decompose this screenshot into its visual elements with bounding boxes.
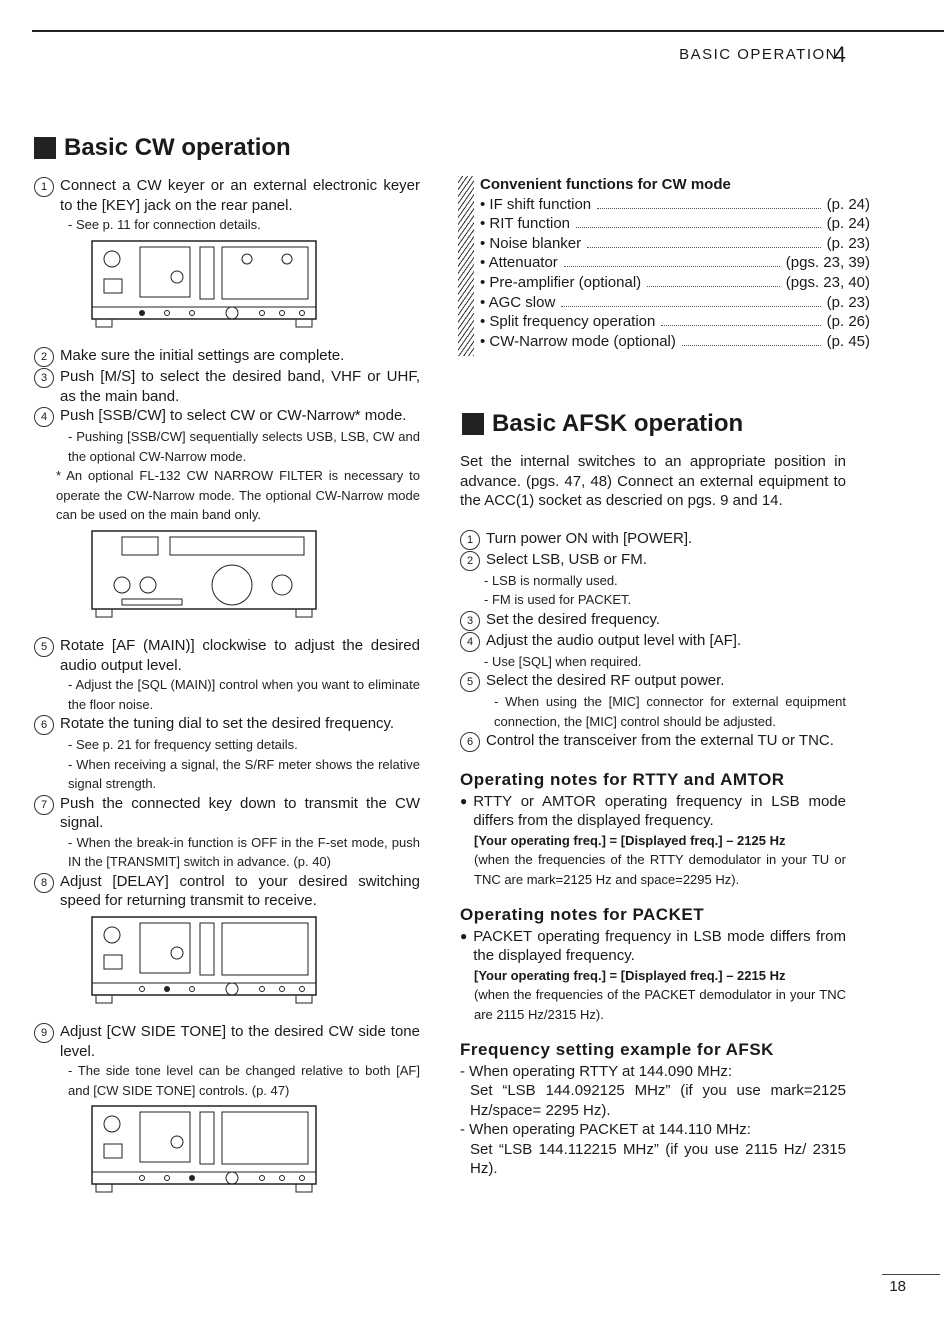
afsk-intro: Set the internal switches to an appropriate position in advance. (pgs. 47, 48) Connect an external equipment to the ACC(1) socket as descried on pgs. 9 and 14. [460,453,846,509]
example-line: - When operating PACKET at 144.110 MHz: [460,1121,751,1138]
page-number: 18 [889,1278,906,1295]
afsk-step-5: 5 Select the desired RF output power. [460,671,846,692]
cw-step-5-note: - Adjust the [SQL (MAIN)] control when you want to eliminate the floor noise. [68,677,420,712]
afsk-step-1: 1 Turn power ON with [POWER]. [460,529,846,550]
afsk-step-2: 2 Select LSB, USB or FM. [460,550,846,571]
bullet-icon: ● [460,928,468,943]
running-head: BASIC OPERATION [679,46,838,63]
cw-step-9-note: - The side tone level can be changed relative to both [AF] and [CW SIDE TONE] controls. (p. 47) [68,1063,420,1098]
convenient-item: • CW-Narrow mode (optional) (p. 45) [480,332,870,350]
rear-panel-illustration [82,239,420,337]
rtty-formula: [Your operating freq.] = [Displayed freq.] – 2125 Hz [474,832,786,848]
cw-step-3: 3 Push [M/S] to select the desired band, VHF or UHF, as the main band. [34,367,420,406]
cw-step-8: 8 Adjust [DELAY] control to your desired switching speed for returning transmit to receive. [34,872,420,911]
page-number-rule [882,1274,940,1275]
convenient-item: • AGC slow (p. 23) [480,293,870,311]
cw-step-1-note: - See p. 11 for connection details. [68,217,261,232]
convenient-functions-box [458,175,870,351]
cw-step-7: 7 Push the connected key down to transmit the CW signal. [34,794,420,833]
cw-step-6-note-2: - When receiving a signal, the S/RF meter shows the relative signal strength. [68,756,420,791]
cw-step-7-note: - When the break-in function is OFF in the F-set mode, push IN the [TRANSMIT] switch in advance. (p. 40) [68,834,420,869]
cw-steps [34,176,420,1202]
convenient-item: • Attenuator (pgs. 23, 39) [480,254,870,272]
convenient-functions-title: Convenient functions for CW mode [480,176,731,193]
cw-step-5: 5 Rotate [AF (MAIN)] clockwise to adjust the desired audio output level. [34,636,420,675]
cw-step-2: 2 Make sure the initial settings are complete. [34,346,420,367]
transceiver-rear-figure-3 [82,1104,322,1196]
transceiver-rear-figure-2 [82,915,322,1007]
cw-step-6: 6 Rotate the tuning dial to set the desired frequency. [34,714,420,735]
afsk-section-title: Basic AFSK operation [462,410,743,438]
transceiver-rear-figure-1 [82,239,322,331]
afsk-step-6: 6 Control the transceiver from the external TU or TNC. [460,731,846,752]
cw-step-4: 4 Push [SSB/CW] to select CW or CW-Narrow* mode. [34,406,420,427]
afsk-step-3: 3 Set the desired frequency. [460,610,846,631]
afsk-step-4: 4 Adjust the audio output level with [AF]. [460,631,846,652]
example-line: Set “LSB 144.112215 MHz” (if you use 2115 Hz/ 2315 Hz). [470,1140,846,1177]
cw-step-9: 9 Adjust [CW SIDE TONE] to the desired CW side tone level. [34,1022,420,1061]
rtty-bullet: ● RTTY or AMTOR operating frequency in LSB mode differs from the displayed frequency. [460,792,846,829]
top-rule [32,30,944,32]
example-line: Set “LSB 144.092125 MHz” (if you use mark=2125 Hz/space= 2295 Hz). [470,1082,846,1119]
rtty-notes-title: Operating notes for RTTY and AMTOR [460,770,785,789]
front-panel-illustration [82,529,420,627]
rear-panel-illustration-3 [82,1104,420,1202]
chapter-number: 4 [833,42,846,67]
convenient-item: • Split frequency operation (p. 26) [480,313,870,331]
cw-step-6-note-1: - See p. 21 for frequency setting details. [68,737,298,752]
convenient-item: • Pre-amplifier (optional) (pgs. 23, 40) [480,273,870,291]
packet-note: (when the frequencies of the PACKET demodulator in your TNC are 2115 Hz/2315 Hz). [474,987,846,1022]
afsk-step-2-note-2: - FM is used for PACKET. [484,592,632,607]
cw-step-1: 1 Connect a CW keyer or an external electronic keyer to the [KEY] jack on the rear panel. [34,176,420,215]
cw-section-title: Basic CW operation [34,134,291,162]
convenient-item: • Noise blanker (p. 23) [480,234,870,252]
afsk-example-title: Frequency setting example for AFSK [460,1040,774,1059]
rear-panel-illustration-2 [82,915,420,1013]
packet-bullet: ● PACKET operating frequency in LSB mode differs from the displayed frequency. [460,927,846,964]
cw-step-4-note: - Pushing [SSB/CW] sequentially selects USB, LSB, CW and the optional CW-Narrow mode. [68,429,420,464]
rtty-note: (when the frequencies of the RTTY demodulator in your TU or TNC are mark=2125 Hz and space=2295 Hz). [474,852,846,887]
convenient-item: • IF shift function (p. 24) [480,195,870,213]
afsk-step-5-note: - When using the [MIC] connector for external equipment connection, the [MIC] control should be adjusted. [494,694,846,729]
bullet-icon: ● [460,793,468,808]
example-line: - When operating RTTY at 144.090 MHz: [460,1062,733,1080]
cw-step-4-star-note: * An optional FL-132 CW NARROW FILTER is necessary to operate the CW-Narrow mode. The optional CW-Narrow mode can be used on the main band only. [56,468,420,522]
afsk-step-2-note-1: - LSB is normally used. [484,572,618,588]
afsk-step-4-note: - Use [SQL] when required. [484,653,642,669]
section-square-icon [462,413,484,435]
packet-notes-title: Operating notes for PACKET [460,905,705,924]
afsk-content [460,452,846,1179]
transceiver-front-figure [82,529,322,621]
packet-formula: [Your operating freq.] = [Displayed freq.] – 2215 Hz [474,967,786,983]
convenient-item: • RIT function (p. 24) [480,215,870,233]
section-square-icon [34,137,56,159]
